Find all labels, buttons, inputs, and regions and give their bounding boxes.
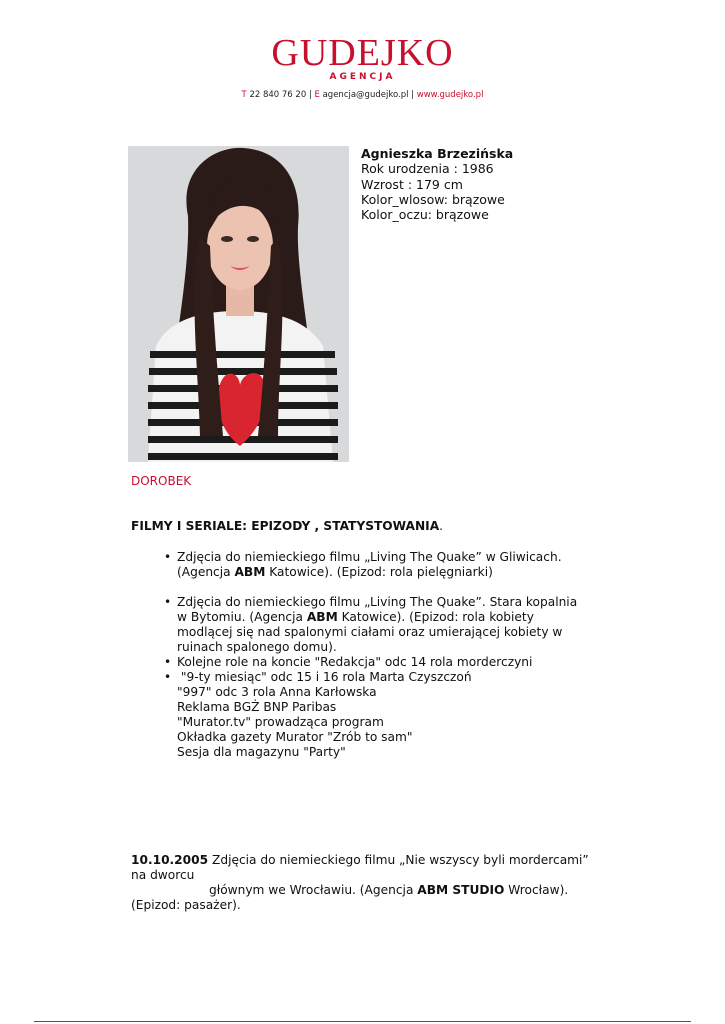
agency-name: ABM STUDIO [417,883,505,897]
final-entry [131,853,601,913]
agency-logo [0,34,725,82]
email-link[interactable]: agencja@gudejko.pl [322,90,409,100]
work-line: "997" odc 3 rola Anna Karłowska [177,685,377,699]
work-text: Katowice). (Epizod: rola kobiety [337,610,534,624]
entry-text: Zdjęcia do niemieckiego filmu „Nie wszyscy byli mordercami” [208,853,589,867]
entry-date: 10.10.2005 [131,853,209,867]
logo-wordmark: GUDEJKO [271,32,454,74]
work-line: "9-ty miesiąc" odc 15 i 16 rola Marta Czyszczoń [177,670,472,684]
website-link[interactable]: www.gudejko.pl [416,90,484,100]
section-heading [131,519,443,533]
separator: | [308,90,312,100]
final-line: na dworcu [131,868,195,882]
phone-prefix: T [241,90,247,100]
logo-subtitle: AGENCJA [329,72,396,82]
agency-name: ABM [234,565,266,579]
final-line: (Epizod: pasażer). [131,898,241,912]
list-item [131,670,601,760]
phone-number: 22 840 76 20 [249,90,307,100]
work-line: Okładka gazety Murator "Zrób to sam" [177,730,413,744]
work-line [177,565,601,580]
agency-name: ABM [306,610,338,624]
birth-year: Rok urodzenia : 1986 [361,161,494,177]
profile-info [361,146,513,222]
portrait-illustration [128,146,349,462]
bullet-icon: • [164,655,172,669]
final-line [131,883,601,898]
list-item [131,550,601,580]
separator: | [411,90,415,100]
section-label: DOROBEK [131,474,192,488]
works-list [131,550,601,760]
list-item [131,655,601,670]
work-line: modlącej się nad spalonymi ciałami oraz umierającej kobiety w [177,625,563,639]
work-line: Reklama BGŻ BNP Paribas [177,700,337,714]
work-line: "Murator.tv" prowadząca program [177,715,384,729]
work-line: Zdjęcia do niemieckiego filmu „Living The Quake” w Gliwicach. [177,550,562,564]
work-line [177,610,601,625]
entry-text: głównym we Wrocławiu. (Agencja [209,883,418,897]
list-item [131,595,601,655]
heading-suffix: . [439,519,444,533]
work-line: ruinach spalonego domu). [177,640,337,654]
entry-text: Wrocław). [504,883,569,897]
email-prefix: E [314,90,320,100]
heading-text: FILMY I SERIALE: EPIZODY , STATYSTOWANIA [131,519,440,533]
height: Wzrost : 179 cm [361,176,463,192]
hair-color: Kolor_wlosow: brązowe [361,191,505,207]
footer-rule [34,1021,691,1022]
portrait-photo [128,146,349,462]
work-line: Sesja dla magazynu "Party" [177,745,346,759]
bullet-icon: • [164,550,172,564]
bullet-icon: • [164,670,172,684]
work-text: w Bytomiu. (Agencja [177,610,307,624]
work-line: Zdjęcia do niemieckiego filmu „Living The Quake”. Stara kopalnia [177,595,578,609]
bullet-icon: • [164,595,172,609]
eye-color: Kolor_oczu: brązowe [361,207,489,223]
contact-line [0,90,725,100]
work-line: Kolejne role na koncie "Redakcja" odc 14 rola morderczyni [177,655,533,669]
profile-name: Agnieszka Brzezińska [361,146,514,161]
work-text: (Agencja [177,565,235,579]
work-text: Katowice). (Epizod: rola pielęgniarki) [265,565,493,579]
final-line [131,853,601,868]
